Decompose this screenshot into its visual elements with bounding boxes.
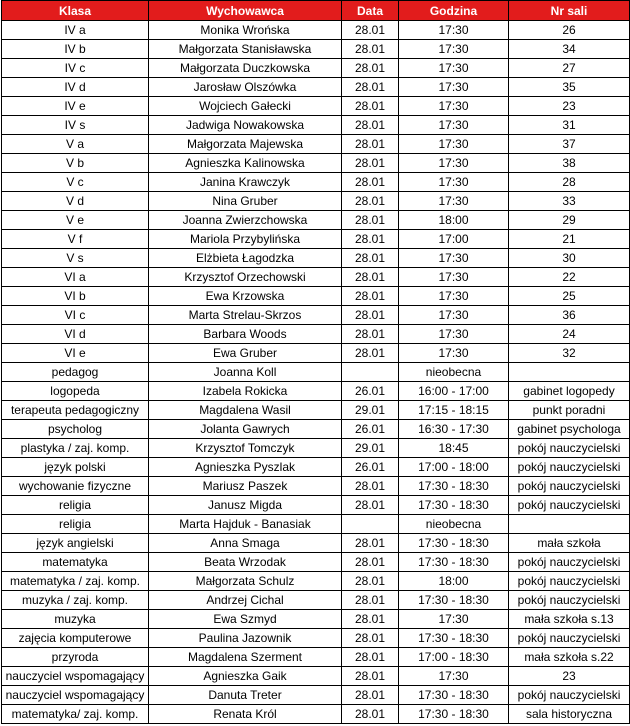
- table-row: [2, 667, 630, 686]
- cell-wychowawca: Małgorzata Schulz: [149, 572, 342, 591]
- cell-wychowawca: Marta Hajduk - Banasiak: [149, 515, 342, 534]
- cell-nr-sali: 27: [509, 59, 630, 78]
- cell-data: 28.01: [342, 78, 399, 97]
- cell-wychowawca: Joanna Koll: [149, 363, 342, 382]
- cell-klasa: V d: [2, 192, 149, 211]
- cell-data: 28.01: [342, 591, 399, 610]
- cell-wychowawca: Joanna Zwierzchowska: [149, 211, 342, 230]
- cell-wychowawca: Mariola Przybylińska: [149, 230, 342, 249]
- cell-nr-sali: 22: [509, 268, 630, 287]
- cell-godzina: 17:30: [399, 192, 509, 211]
- table-row: [2, 610, 630, 629]
- cell-wychowawca: Krzysztof Tomczyk: [149, 439, 342, 458]
- cell-wychowawca: Janusz Migda: [149, 496, 342, 515]
- table-row: [2, 534, 630, 553]
- table-row: [2, 401, 630, 420]
- cell-data: 28.01: [342, 268, 399, 287]
- cell-klasa: IV c: [2, 59, 149, 78]
- cell-data: 28.01: [342, 553, 399, 572]
- table-row: [2, 40, 630, 59]
- cell-nr-sali: pokój nauczycielski: [509, 477, 630, 496]
- cell-klasa: VI c: [2, 306, 149, 325]
- cell-godzina: 17:30 - 18:30: [399, 686, 509, 705]
- cell-godzina: 17:30 - 18:30: [399, 705, 509, 724]
- table-row: [2, 553, 630, 572]
- cell-data: 28.01: [342, 40, 399, 59]
- cell-godzina: 17:30: [399, 287, 509, 306]
- cell-data: [342, 363, 399, 382]
- cell-klasa: V s: [2, 249, 149, 268]
- cell-klasa: IV e: [2, 97, 149, 116]
- cell-data: 28.01: [342, 135, 399, 154]
- cell-nr-sali: pokój nauczycielski: [509, 686, 630, 705]
- cell-wychowawca: Agnieszka Pyszlak: [149, 458, 342, 477]
- cell-godzina: 18:45: [399, 439, 509, 458]
- cell-wychowawca: Małgorzata Duczkowska: [149, 59, 342, 78]
- cell-data: 26.01: [342, 420, 399, 439]
- cell-data: 28.01: [342, 211, 399, 230]
- table-row: [2, 344, 630, 363]
- cell-wychowawca: Elżbieta Łagodzka: [149, 249, 342, 268]
- cell-nr-sali: punkt poradni: [509, 401, 630, 420]
- cell-data: 28.01: [342, 116, 399, 135]
- cell-data: 28.01: [342, 648, 399, 667]
- schedule-table: [1, 0, 630, 724]
- cell-data: 28.01: [342, 572, 399, 591]
- cell-nr-sali: pokój nauczycielski: [509, 572, 630, 591]
- cell-nr-sali: gabinet logopedy: [509, 382, 630, 401]
- table-row: [2, 268, 630, 287]
- cell-klasa: nauczyciel wspomagający: [2, 667, 149, 686]
- cell-klasa: V e: [2, 211, 149, 230]
- header-nr-sali: Nr sali: [509, 1, 630, 21]
- cell-wychowawca: Krzysztof Orzechowski: [149, 268, 342, 287]
- cell-wychowawca: Magdalena Szerment: [149, 648, 342, 667]
- table-row: [2, 648, 630, 667]
- cell-godzina: 17:30: [399, 21, 509, 40]
- cell-godzina: nieobecna: [399, 363, 509, 382]
- table-row: [2, 591, 630, 610]
- cell-klasa: VI a: [2, 268, 149, 287]
- cell-data: 28.01: [342, 249, 399, 268]
- table-row: [2, 420, 630, 439]
- cell-nr-sali: pokój nauczycielski: [509, 553, 630, 572]
- schedule-body: [2, 21, 630, 724]
- cell-godzina: 17:00 - 18:00: [399, 458, 509, 477]
- cell-data: 28.01: [342, 192, 399, 211]
- cell-godzina: 17:30 - 18:30: [399, 591, 509, 610]
- cell-klasa: terapeuta pedagogiczny: [2, 401, 149, 420]
- header-godzina: Godzina: [399, 1, 509, 21]
- cell-godzina: 17:30: [399, 344, 509, 363]
- cell-godzina: 17:30 - 18:30: [399, 553, 509, 572]
- table-row: [2, 173, 630, 192]
- cell-data: 28.01: [342, 173, 399, 192]
- cell-data: 28.01: [342, 477, 399, 496]
- cell-wychowawca: Marta Strelau-Skrzos: [149, 306, 342, 325]
- cell-nr-sali: [509, 515, 630, 534]
- cell-wychowawca: Danuta Treter: [149, 686, 342, 705]
- header-data: Data: [342, 1, 399, 21]
- cell-godzina: 17:30: [399, 610, 509, 629]
- cell-nr-sali: 34: [509, 40, 630, 59]
- cell-wychowawca: Barbara Woods: [149, 325, 342, 344]
- cell-wychowawca: Ewa Gruber: [149, 344, 342, 363]
- cell-data: [342, 515, 399, 534]
- table-row: [2, 306, 630, 325]
- cell-klasa: V c: [2, 173, 149, 192]
- cell-wychowawca: Janina Krawczyk: [149, 173, 342, 192]
- table-row: [2, 496, 630, 515]
- table-row: [2, 211, 630, 230]
- cell-nr-sali: 29: [509, 211, 630, 230]
- cell-wychowawca: Jolanta Gawrych: [149, 420, 342, 439]
- cell-godzina: 17:00: [399, 230, 509, 249]
- cell-wychowawca: Małgorzata Stanisławska: [149, 40, 342, 59]
- cell-wychowawca: Małgorzata Majewska: [149, 135, 342, 154]
- table-row: [2, 59, 630, 78]
- cell-klasa: matematyka/ zaj. komp.: [2, 705, 149, 724]
- cell-nr-sali: pokój nauczycielski: [509, 458, 630, 477]
- cell-data: 28.01: [342, 59, 399, 78]
- table-row: [2, 135, 630, 154]
- cell-klasa: IV a: [2, 21, 149, 40]
- cell-data: 29.01: [342, 401, 399, 420]
- table-row: [2, 458, 630, 477]
- cell-klasa: muzyka / zaj. komp.: [2, 591, 149, 610]
- cell-wychowawca: Andrzej Cichal: [149, 591, 342, 610]
- table-row: [2, 477, 630, 496]
- cell-godzina: 17:30 - 18:30: [399, 496, 509, 515]
- cell-wychowawca: Wojciech Gałecki: [149, 97, 342, 116]
- cell-data: 28.01: [342, 705, 399, 724]
- cell-data: 29.01: [342, 439, 399, 458]
- cell-godzina: nieobecna: [399, 515, 509, 534]
- cell-wychowawca: Izabela Rokicka: [149, 382, 342, 401]
- table-row: [2, 439, 630, 458]
- cell-godzina: 17:30 - 18:30: [399, 534, 509, 553]
- cell-nr-sali: 25: [509, 287, 630, 306]
- cell-godzina: 17:30: [399, 97, 509, 116]
- table-row: [2, 287, 630, 306]
- table-row: [2, 705, 630, 724]
- cell-data: 28.01: [342, 496, 399, 515]
- cell-klasa: plastyka / zaj. komp.: [2, 439, 149, 458]
- table-row: [2, 363, 630, 382]
- cell-data: 28.01: [342, 629, 399, 648]
- cell-data: 28.01: [342, 287, 399, 306]
- cell-klasa: matematyka / zaj. komp.: [2, 572, 149, 591]
- cell-nr-sali: pokój nauczycielski: [509, 629, 630, 648]
- table-row: [2, 97, 630, 116]
- cell-nr-sali: 35: [509, 78, 630, 97]
- header-klasa: Klasa: [2, 1, 149, 21]
- cell-data: 28.01: [342, 230, 399, 249]
- table-row: [2, 629, 630, 648]
- cell-klasa: język polski: [2, 458, 149, 477]
- cell-klasa: matematyka: [2, 553, 149, 572]
- cell-godzina: 18:00: [399, 572, 509, 591]
- cell-nr-sali: 38: [509, 154, 630, 173]
- cell-klasa: język angielski: [2, 534, 149, 553]
- header-wychowawca: Wychowawca: [149, 1, 342, 21]
- cell-wychowawca: Magdalena Wasil: [149, 401, 342, 420]
- cell-wychowawca: Anna Smaga: [149, 534, 342, 553]
- cell-klasa: psycholog: [2, 420, 149, 439]
- cell-nr-sali: mała szkoła s.13: [509, 610, 630, 629]
- table-row: [2, 249, 630, 268]
- cell-godzina: 17:15 - 18:15: [399, 401, 509, 420]
- cell-klasa: IV b: [2, 40, 149, 59]
- cell-nr-sali: pokój nauczycielski: [509, 439, 630, 458]
- cell-godzina: 17:30: [399, 667, 509, 686]
- cell-wychowawca: Agnieszka Kalinowska: [149, 154, 342, 173]
- table-row: [2, 21, 630, 40]
- cell-godzina: 17:30: [399, 154, 509, 173]
- cell-wychowawca: Monika Wrońska: [149, 21, 342, 40]
- cell-nr-sali: pokój nauczycielski: [509, 496, 630, 515]
- cell-klasa: VI e: [2, 344, 149, 363]
- cell-klasa: nauczyciel wspomagający: [2, 686, 149, 705]
- cell-klasa: IV d: [2, 78, 149, 97]
- cell-data: 28.01: [342, 686, 399, 705]
- cell-klasa: religia: [2, 496, 149, 515]
- cell-data: 28.01: [342, 21, 399, 40]
- cell-data: 28.01: [342, 306, 399, 325]
- cell-nr-sali: 23: [509, 97, 630, 116]
- cell-wychowawca: Beata Wrzodak: [149, 553, 342, 572]
- cell-godzina: 16:30 - 17:30: [399, 420, 509, 439]
- cell-data: 28.01: [342, 97, 399, 116]
- cell-klasa: V f: [2, 230, 149, 249]
- cell-godzina: 17:30: [399, 135, 509, 154]
- cell-klasa: V a: [2, 135, 149, 154]
- table-row: [2, 325, 630, 344]
- cell-klasa: VI b: [2, 287, 149, 306]
- header-row: [2, 1, 630, 21]
- cell-godzina: 17:30 - 18:30: [399, 629, 509, 648]
- cell-godzina: 16:00 - 17:00: [399, 382, 509, 401]
- cell-godzina: 17:00 - 18:30: [399, 648, 509, 667]
- cell-godzina: 17:30: [399, 78, 509, 97]
- table-row: [2, 515, 630, 534]
- cell-wychowawca: Renata Król: [149, 705, 342, 724]
- cell-wychowawca: Agnieszka Gaik: [149, 667, 342, 686]
- cell-godzina: 17:30: [399, 249, 509, 268]
- table-row: [2, 230, 630, 249]
- cell-nr-sali: 32: [509, 344, 630, 363]
- cell-nr-sali: sala historyczna: [509, 705, 630, 724]
- cell-wychowawca: Jadwiga Nowakowska: [149, 116, 342, 135]
- cell-nr-sali: [509, 363, 630, 382]
- cell-godzina: 17:30: [399, 116, 509, 135]
- cell-data: 26.01: [342, 382, 399, 401]
- table-row: [2, 572, 630, 591]
- table-row: [2, 192, 630, 211]
- cell-wychowawca: Ewa Krzowska: [149, 287, 342, 306]
- table-row: [2, 154, 630, 173]
- cell-godzina: 17:30: [399, 306, 509, 325]
- cell-godzina: 17:30: [399, 40, 509, 59]
- cell-godzina: 17:30: [399, 325, 509, 344]
- cell-godzina: 17:30: [399, 268, 509, 287]
- cell-klasa: logopeda: [2, 382, 149, 401]
- cell-nr-sali: 31: [509, 116, 630, 135]
- cell-klasa: VI d: [2, 325, 149, 344]
- cell-wychowawca: Ewa Szmyd: [149, 610, 342, 629]
- cell-wychowawca: Mariusz Paszek: [149, 477, 342, 496]
- cell-klasa: IV s: [2, 116, 149, 135]
- cell-klasa: V b: [2, 154, 149, 173]
- cell-data: 28.01: [342, 534, 399, 553]
- cell-nr-sali: 23: [509, 667, 630, 686]
- table-row: [2, 116, 630, 135]
- cell-data: 28.01: [342, 154, 399, 173]
- cell-nr-sali: 26: [509, 21, 630, 40]
- cell-nr-sali: mała szkoła s.22: [509, 648, 630, 667]
- cell-nr-sali: 37: [509, 135, 630, 154]
- cell-data: 28.01: [342, 325, 399, 344]
- cell-nr-sali: pokój nauczycielski: [509, 591, 630, 610]
- cell-data: 28.01: [342, 667, 399, 686]
- cell-nr-sali: 36: [509, 306, 630, 325]
- cell-godzina: 17:30: [399, 173, 509, 192]
- cell-klasa: religia: [2, 515, 149, 534]
- table-row: [2, 686, 630, 705]
- cell-nr-sali: 33: [509, 192, 630, 211]
- cell-data: 28.01: [342, 344, 399, 363]
- cell-klasa: muzyka: [2, 610, 149, 629]
- cell-godzina: 18:00: [399, 211, 509, 230]
- cell-wychowawca: Nina Gruber: [149, 192, 342, 211]
- cell-nr-sali: 28: [509, 173, 630, 192]
- cell-data: 26.01: [342, 458, 399, 477]
- cell-nr-sali: 30: [509, 249, 630, 268]
- cell-data: 28.01: [342, 610, 399, 629]
- cell-nr-sali: gabinet psychologa: [509, 420, 630, 439]
- cell-klasa: pedagog: [2, 363, 149, 382]
- cell-godzina: 17:30 - 18:30: [399, 477, 509, 496]
- cell-klasa: przyroda: [2, 648, 149, 667]
- cell-godzina: 17:30: [399, 59, 509, 78]
- cell-nr-sali: 21: [509, 230, 630, 249]
- cell-nr-sali: 24: [509, 325, 630, 344]
- cell-nr-sali: mała szkoła: [509, 534, 630, 553]
- cell-wychowawca: Jarosław Olszówka: [149, 78, 342, 97]
- cell-klasa: wychowanie fizyczne: [2, 477, 149, 496]
- table-row: [2, 382, 630, 401]
- table-row: [2, 78, 630, 97]
- cell-wychowawca: Paulina Jazownik: [149, 629, 342, 648]
- cell-klasa: zajęcia komputerowe: [2, 629, 149, 648]
